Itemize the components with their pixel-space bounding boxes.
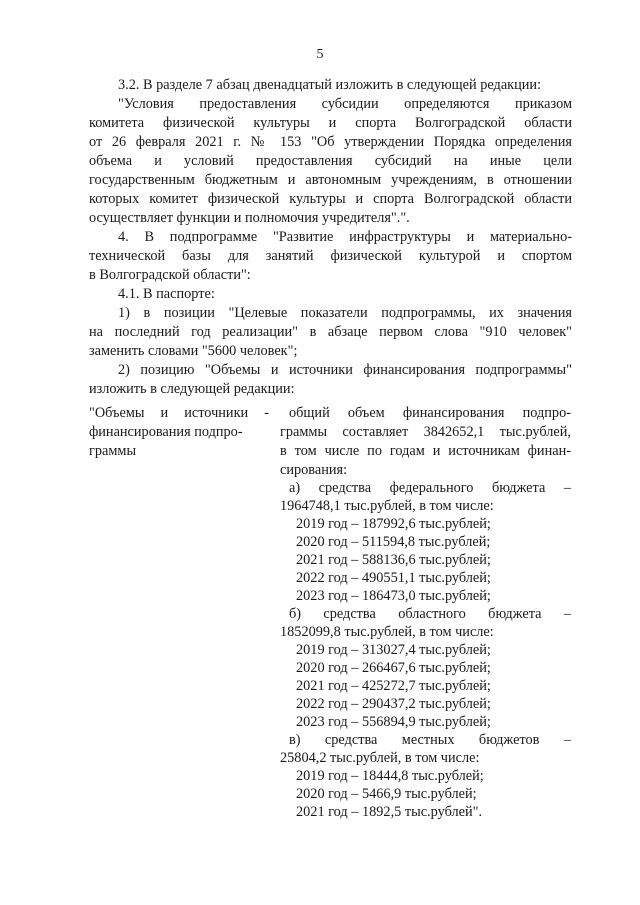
text-line: осуществляет функции и полномочия учредителя".". — [89, 210, 410, 226]
table-right-cell-line: сирования: — [280, 462, 348, 478]
table-right-cell-line: общий объем финансирования подпро- — [289, 405, 571, 421]
text-line: от 26 февраля 2021 г. № 153 "Об утверждении Порядка определения — [89, 134, 572, 150]
table-left-cell-line: "Объемы и источники - — [89, 405, 269, 421]
text-line: "Условия предоставления субсидии определяются приказом — [118, 96, 572, 112]
table-right-cell-line: 2019 год – 313027,4 тыс.рублей; — [296, 642, 491, 658]
table-right-cell-line: 2023 год – 186473,0 тыс.рублей; — [296, 588, 491, 604]
table-right-cell-line: 2019 год – 18444,8 тыс.рублей; — [296, 768, 484, 784]
text-line: заменить словами "5600 человек"; — [89, 343, 298, 359]
text-line: в Волгоградской области": — [89, 267, 251, 283]
table-right-cell-line: 2020 год – 266467,6 тыс.рублей; — [296, 660, 491, 676]
table-left-cell-line: граммы — [89, 443, 137, 459]
text-line: которых комитет физической культуры и спорта Волгоградской области — [89, 191, 572, 207]
table-right-cell-line: в) средства местных бюджетов – — [289, 732, 571, 748]
table-right-cell-line: б) средства областного бюджета – — [289, 606, 571, 622]
table-right-cell-line: граммы составляет 3842652,1 тыс.рублей, — [280, 424, 571, 440]
table-right-cell-line: 2020 год – 511594,8 тыс.рублей; — [296, 534, 491, 550]
text-line: 1) в позиции "Целевые показатели подпрограммы, их значения — [118, 305, 572, 321]
table-right-cell-line: в том числе по годам и источникам финан- — [280, 443, 571, 459]
table-right-cell-line: 2020 год – 5466,9 тыс.рублей; — [296, 786, 477, 802]
table-left-cell-line: финансирования подпро- — [89, 424, 243, 440]
table-right-cell-line: а) средства федерального бюджета – — [289, 480, 571, 496]
table-right-cell-line: 25804,2 тыс.рублей, в том числе: — [280, 750, 480, 766]
table-right-cell-line: 1852099,8 тыс.рублей, в том числе: — [280, 624, 494, 640]
table-right-cell-line: 2022 год – 290437,2 тыс.рублей; — [296, 696, 491, 712]
text-line: государственным бюджетным и автономным учреждениям, в отношении — [89, 172, 572, 188]
table-right-cell-line: 2021 год – 425272,7 тыс.рублей; — [296, 678, 491, 694]
table-right-cell-line: 2019 год – 187992,6 тыс.рублей; — [296, 516, 491, 532]
text-line: изложить в следующей редакции: — [89, 381, 295, 397]
text-line: 4.1. В паспорте: — [118, 286, 215, 302]
table-right-cell-line: 1964748,1 тыс.рублей, в том числе: — [280, 498, 494, 514]
text-line: комитета физической культуры и спорта Волгоградской области — [89, 115, 572, 131]
text-line: технической базы для занятий физической культурой и спортом — [89, 248, 572, 264]
text-line: 4. В подпрограмме "Развитие инфраструктуры и материально- — [118, 229, 572, 245]
page-number: 5 — [316, 47, 324, 62]
table-right-cell-line: 2021 год – 588136,6 тыс.рублей; — [296, 552, 491, 568]
text-line: 3.2. В разделе 7 абзац двенадцатый изложить в следующей редакции: — [118, 77, 542, 93]
text-line: 2) позицию "Объемы и источники финансирования подпрограммы" — [118, 362, 572, 378]
table-right-cell-line: 2021 год – 1892,5 тыс.рублей". — [296, 804, 483, 820]
text-line: на последний год реализации" в абзаце первом слова "910 человек" — [89, 324, 572, 340]
text-line: объема и условий предоставления субсидий на иные цели — [89, 153, 572, 169]
table-right-cell-line: 2023 год – 556894,9 тыс.рублей; — [296, 714, 491, 730]
table-right-cell-line: 2022 год – 490551,1 тыс.рублей; — [296, 570, 491, 586]
